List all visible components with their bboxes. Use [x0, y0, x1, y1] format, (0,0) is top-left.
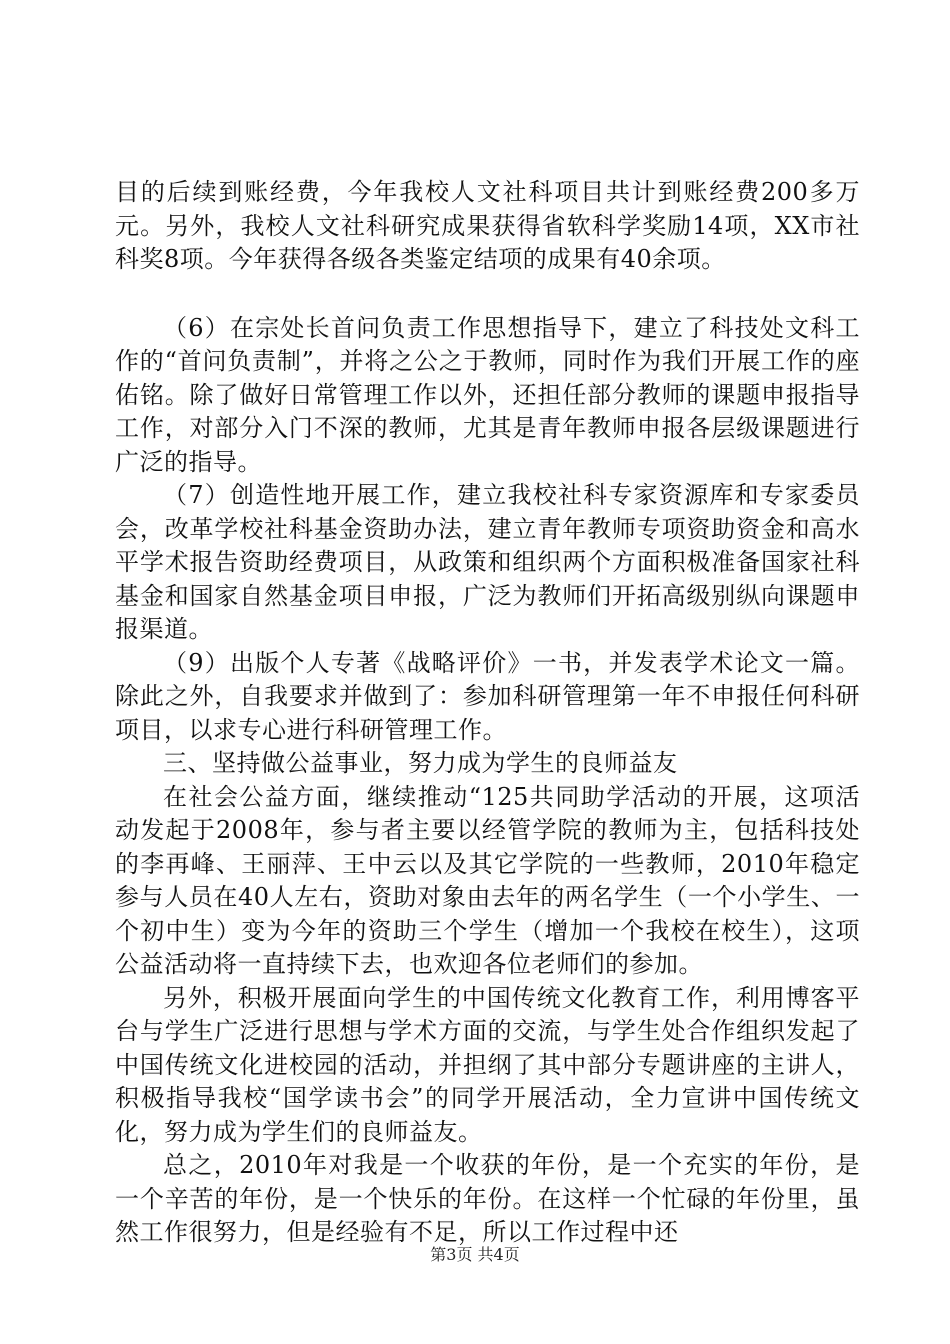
page-number: 第3页 共4页 [430, 1245, 520, 1264]
document-body [115, 176, 860, 1250]
paragraph-funding-summary: 目的后续到账经费，今年我校人文社科项目共计到账经费200多万元。另外，我校人文社科研究成果获得省软科学奖励14项，XX市社科奖8项。今年获得各级各类鉴定结项的成果有40余项。 [115, 178, 860, 273]
paragraph-item-7: （7）创造性地开展工作，建立我校社科专家资源库和专家委员会，改革学校社科基金资助办法，建立青年教师专项资助资金和高水平学术报告资助经费项目，从政策和组织两个方面积极准备国家社科基金和国家自然基金项目申报，广泛为教师们开拓高级别纵向课题申报渠道。 [115, 481, 860, 643]
paragraph-conclusion: 总之，2010年对我是一个收获的年份，是一个充实的年份，是一个辛苦的年份，是一个快乐的年份。在这样一个忙碌的年份里，虽然工作很努力，但是经验有不足，所以工作过程中还 [115, 1151, 860, 1246]
paragraph-traditional-culture: 另外，积极开展面向学生的中国传统文化教育工作，利用博客平台与学生广泛进行思想与学术方面的交流，与学生处合作组织发起了中国传统文化进校园的活动，并担纲了其中部分专题讲座的主讲人，积极指导我校“国学读书会”的同学开展活动，全力宣讲中国传统文化，努力成为学生们的良师益友。 [115, 983, 860, 1146]
paragraph-public-welfare: 在社会公益方面，继续推动“125共同助学活动的开展，这项活动发起于2008年，参与者主要以经管学院的教师为主，包括科技处的李再峰、王丽萍、王中云以及其它学院的一些教师，2010年稳定参与人员在40人左右，资助对象由去年的两名学生（一个小学生、一个初中生）变为今年的资助三个学生（增加一个我校在校生），这项公益活动将一直持续下去，也欢迎各位老师们的参加。 [115, 782, 860, 978]
paragraph-item-9: （9）出版个人专著《战略评价》一书，并发表学术论文一篇。除此之外，自我要求并做到了：参加科研管理第一年不申报任何科研项目，以求专心进行科研管理工作。 [115, 648, 860, 744]
paragraph-item-6: （6）在宗处长首问负责工作思想指导下，建立了科技处文科工作的“首问负责制”，并将之公之于教师，同时作为我们开展工作的座佑铭。除了做好日常管理工作以外，还担任部分教师的课题申报指导工作，对部分入门不深的教师，尤其是青年教师申报各层级课题进行广泛的指导。 [115, 313, 860, 476]
section-heading-3: 三、坚持做公益事业，努力成为学生的良师益友 [163, 749, 678, 777]
page-footer [0, 1245, 950, 1265]
